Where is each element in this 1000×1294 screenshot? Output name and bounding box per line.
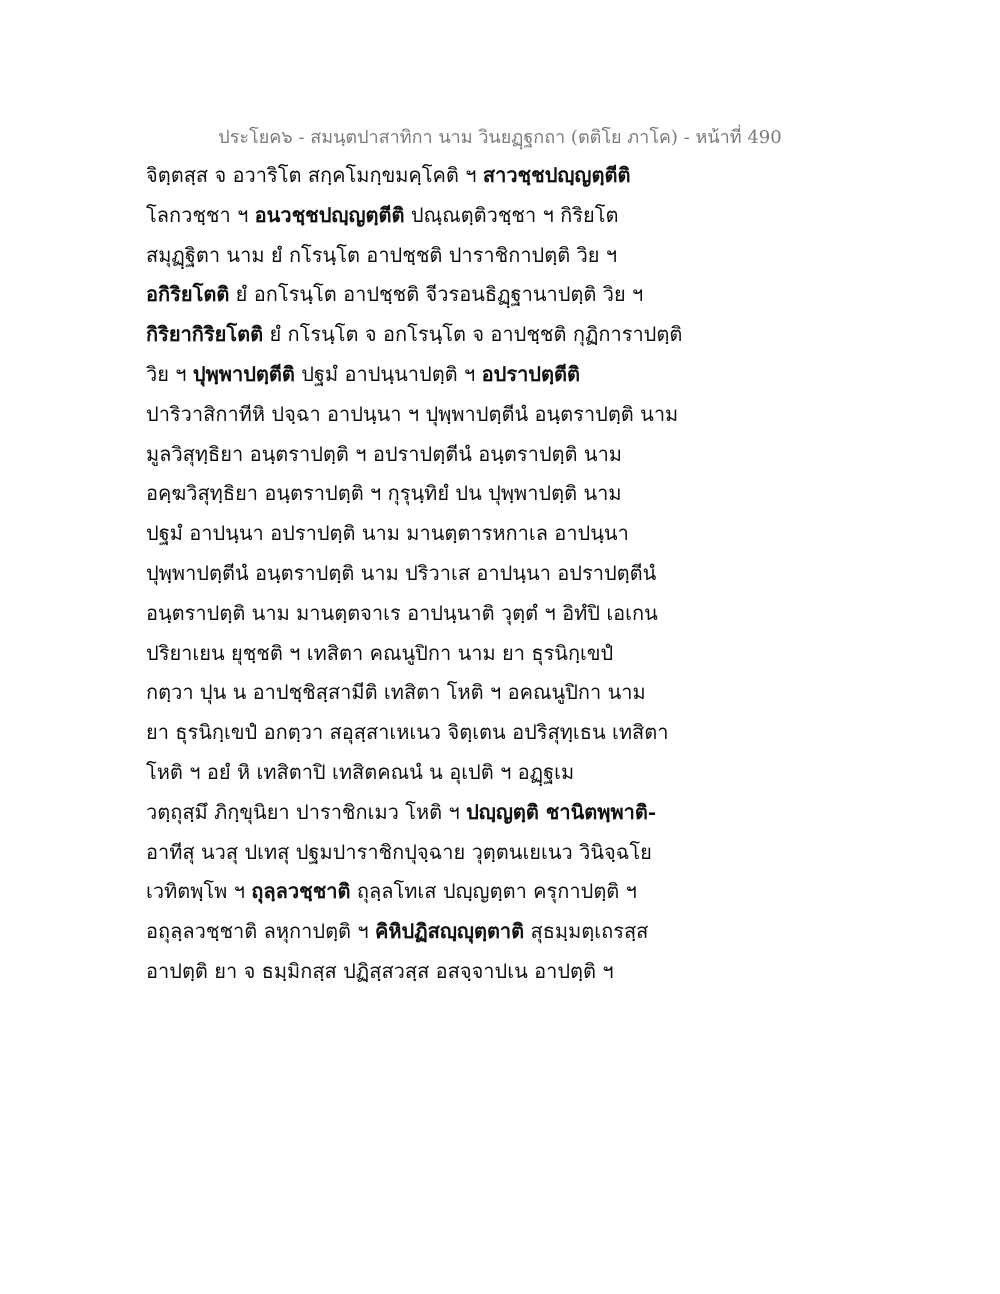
text-segment: เวทิตพฺโพ ฯ <box>146 879 252 904</box>
text-line <box>146 713 846 753</box>
text-segment: สมุฏฺฐิตา นาม ยํ กโรนฺโต อาปชฺชติ ปาราชิกาปตฺติ วิย ฯ <box>146 242 618 267</box>
text-segment: ปริยาเยน ยุชฺชติ ฯ เทสิตา คณนูปิกา นาม ยา ธุรนิกฺเขปํ <box>146 640 614 665</box>
bold-term: ปุพฺพาปตฺตีติ <box>192 361 295 386</box>
text-line <box>146 474 846 514</box>
text-segment: กตฺวา ปุน น อาปชฺชิสฺสามีติ เทสิตา โหติ ฯ อคณนูปิกา นาม <box>146 680 646 705</box>
text-segment: ยํ กโรนฺโต จ อกโรนฺโต จ อาปชฺชติ กุฏิการาปตฺติ <box>263 322 683 347</box>
bold-term: ถุลฺลวชฺชาติ <box>251 879 351 904</box>
text-segment: อาทีสุ นวสุ ปเทสุ ปฐมปาราชิกปุจฺฉาย วุตฺตนเยเนว วินิจฺฉโย <box>146 839 652 864</box>
text-segment: ยา ธุรนิกฺเขปํ อกตฺวา สอุสฺสาเหเนว จิตฺเตน อปริสุทฺเธน เทสิตา <box>146 720 669 745</box>
text-line <box>146 275 846 315</box>
bold-term: คิหิปฏิสญฺญุตฺตาติ <box>374 919 525 944</box>
text-segment: วิย ฯ <box>146 361 193 386</box>
text-segment: ปุพฺพาปตฺตีนํ อนฺตราปตฺติ นาม ปริวาเส อาปนฺนา อปราปตฺตีนํ <box>146 560 657 585</box>
text-segment: ยํ อกโรนฺโต อาปชฺชติ จีวรอนธิฏฺฐานาปตฺติ วิย ฯ <box>229 282 644 307</box>
text-segment: อาปตฺติ ยา จ ธมฺมิกสฺส ปฏิสฺสวสฺส อสจฺจาปเน อาปตฺติ ฯ <box>146 958 614 983</box>
body-text <box>146 156 846 992</box>
bold-term: กิริยากิริยโตติ <box>146 322 264 347</box>
text-line <box>146 793 846 833</box>
text-line <box>146 355 846 395</box>
text-line <box>146 315 846 355</box>
bold-term: สาวชฺชปญฺญตฺตีติ <box>482 163 631 187</box>
text-line <box>146 912 846 952</box>
text-segment: ปาริวาสิกาทีหิ ปจฺฉา อาปนฺนา ฯ ปุพฺพาปตฺตีนํ อนฺตราปตฺติ นาม <box>146 401 679 426</box>
text-line <box>146 435 846 475</box>
text-line <box>146 833 846 873</box>
bold-term: อนวชฺชปญฺญตฺตีติ <box>254 202 405 227</box>
text-segment: อนฺตราปตฺติ นาม มานตฺตจาเร อาปนฺนาติ วุตฺตํ ฯ อิทํปิ เอเกน <box>146 600 658 625</box>
text-line <box>146 196 846 236</box>
text-line <box>146 673 846 713</box>
text-line <box>146 753 846 793</box>
text-line <box>146 634 846 674</box>
text-line <box>146 236 846 276</box>
text-line <box>146 395 846 435</box>
text-segment: มูลวิสุทฺธิยา อนฺตราปตฺติ ฯ อปราปตฺตีนํ อนฺตราปตฺติ นาม <box>146 441 622 466</box>
text-segment: อคฺฆวิสุทฺธิยา อนฺตราปตฺติ ฯ กุรุนฺทิยํ ปน ปุพฺพาปตฺติ นาม <box>146 481 622 506</box>
text-segment: วตฺถุสฺมึ ภิกฺขุนิยา ปาราชิกเมว โหติ ฯ <box>146 799 467 824</box>
text-segment: ปฐมํ อาปนฺนา อปราปตฺติ นาม มานตฺตารหกาเล อาปนฺนา <box>146 521 629 546</box>
bold-term: ปญฺญตฺติ ชานิตพฺพาติ- <box>466 799 657 824</box>
text-line <box>146 872 846 912</box>
text-segment: อถุลฺลวชฺชาติ ลหุกาปตฺติ ฯ <box>146 919 375 944</box>
page-header: ประโยค๖ - สมนฺตปาสาทิกา นาม วินยฏฺฐกถา (ตติโย ภาโค) - หน้าที่ 490 <box>218 127 782 148</box>
text-segment: จิตฺตสฺส จ อวาริโต สกฺคโมกฺขมคฺโคติ ฯ <box>146 163 483 187</box>
bold-term: อปราปตฺตีติ <box>481 361 580 386</box>
text-segment: ถุลฺลโทเส ปญฺญตฺตา ครุกาปตฺติ ฯ <box>350 879 637 904</box>
text-line <box>146 514 846 554</box>
text-line <box>146 156 846 196</box>
bold-term: อกิริยโตติ <box>146 282 230 307</box>
text-segment: ปณฺณตฺติวชฺชา ฯ กิริยโต <box>404 202 619 227</box>
text-segment: ปฐมํ อาปนฺนาปตฺติ ฯ <box>294 361 482 386</box>
text-segment: โหติ ฯ อยํ หิ เทสิตาปิ เทสิตคณนํ น อุเปติ ฯ อฏฺฐเม <box>146 759 575 784</box>
text-line <box>146 554 846 594</box>
text-segment: โลกวชฺชา ฯ <box>146 202 255 227</box>
text-line <box>146 594 846 634</box>
text-line <box>146 952 846 992</box>
text-segment: สุธมฺมตฺเถรสฺส <box>524 919 649 944</box>
